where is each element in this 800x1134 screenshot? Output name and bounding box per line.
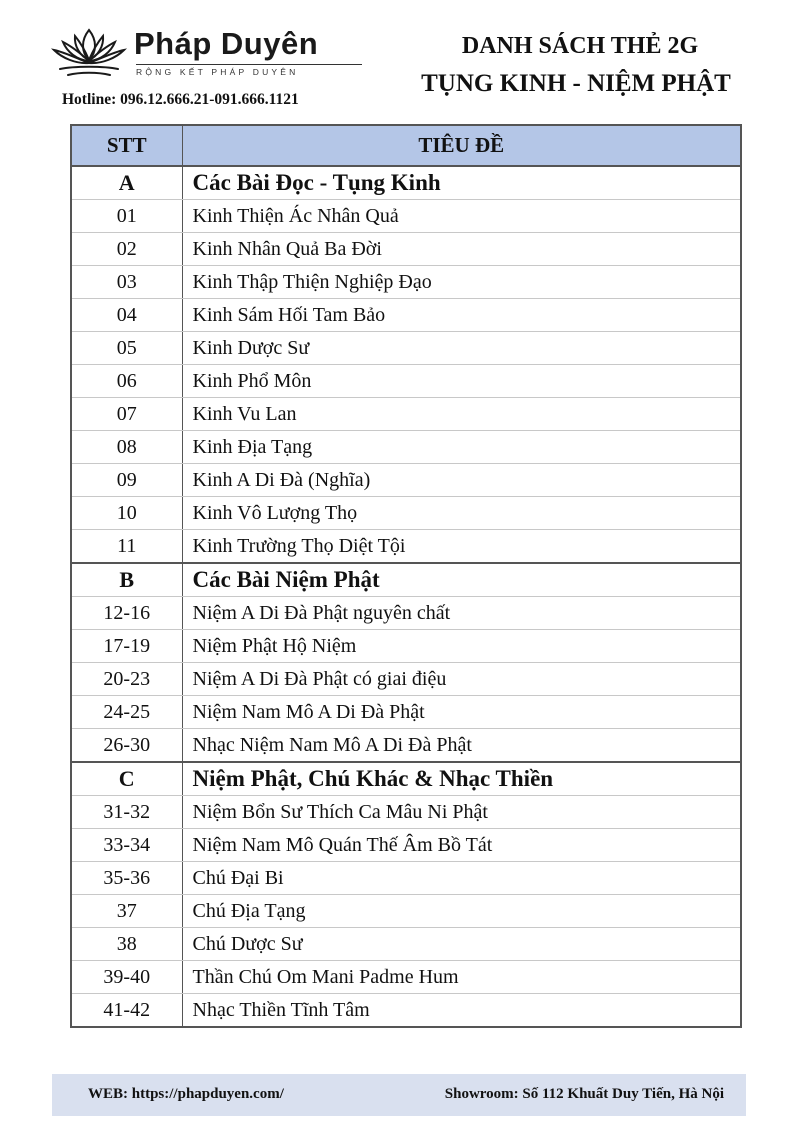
table-row bbox=[72, 796, 740, 829]
row-title: Chú Địa Tạng bbox=[182, 895, 740, 928]
table-row bbox=[72, 266, 740, 299]
table-row bbox=[72, 895, 740, 928]
row-title: Kinh Sám Hối Tam Bảo bbox=[182, 299, 740, 332]
row-stt: 07 bbox=[72, 398, 182, 431]
row-stt: 03 bbox=[72, 266, 182, 299]
table-row bbox=[72, 365, 740, 398]
row-title: Kinh Thập Thiện Nghiệp Đạo bbox=[182, 266, 740, 299]
row-title: Kinh Vô Lượng Thọ bbox=[182, 497, 740, 530]
row-stt: 11 bbox=[72, 530, 182, 564]
table-row bbox=[72, 332, 740, 365]
row-stt: 41-42 bbox=[72, 994, 182, 1027]
row-stt: 06 bbox=[72, 365, 182, 398]
page-title-line2: TỤNG KINH - NIỆM PHẬT bbox=[421, 70, 731, 97]
table-row bbox=[72, 862, 740, 895]
row-title: Kinh Phổ Môn bbox=[182, 365, 740, 398]
table-row bbox=[72, 630, 740, 663]
row-stt: 09 bbox=[72, 464, 182, 497]
row-stt: 08 bbox=[72, 431, 182, 464]
table-row bbox=[72, 928, 740, 961]
table-row bbox=[72, 994, 740, 1027]
section-name: Các Bài Niệm Phật bbox=[182, 563, 740, 597]
row-title: Niệm Bổn Sư Thích Ca Mâu Ni Phật bbox=[182, 796, 740, 829]
table-row bbox=[72, 464, 740, 497]
row-stt: 31-32 bbox=[72, 796, 182, 829]
row-stt: 10 bbox=[72, 497, 182, 530]
row-stt: 38 bbox=[72, 928, 182, 961]
table-row bbox=[72, 663, 740, 696]
row-title: Kinh Nhân Quả Ba Đời bbox=[182, 233, 740, 266]
section-row bbox=[72, 563, 740, 597]
website-text: WEB: https://phapduyen.com/ bbox=[88, 1086, 284, 1102]
section-name: Niệm Phật, Chú Khác & Nhạc Thiền bbox=[182, 762, 740, 796]
row-stt: 17-19 bbox=[72, 630, 182, 663]
table-row bbox=[72, 200, 740, 233]
page-title-line1: DANH SÁCH THẺ 2G bbox=[461, 33, 699, 59]
row-title: Niệm A Di Đà Phật có giai điệu bbox=[182, 663, 740, 696]
row-stt: 05 bbox=[72, 332, 182, 365]
showroom-address: Showroom: Số 112 Khuất Duy Tiến, Hà Nội bbox=[444, 1086, 724, 1102]
row-stt: 04 bbox=[72, 299, 182, 332]
section-code: B bbox=[72, 563, 182, 597]
section-row bbox=[72, 762, 740, 796]
row-stt: 20-23 bbox=[72, 663, 182, 696]
row-title: Kinh A Di Đà (Nghĩa) bbox=[182, 464, 740, 497]
table-row bbox=[72, 233, 740, 266]
list-table bbox=[70, 124, 742, 1028]
row-stt: 39-40 bbox=[72, 961, 182, 994]
column-header-stt: STT bbox=[72, 126, 182, 166]
table-row bbox=[72, 530, 740, 564]
hotline: Hotline: 096.12.666.21-091.666.1121 bbox=[62, 91, 299, 108]
row-title: Nhạc Thiền Tĩnh Tâm bbox=[192, 998, 370, 1021]
row-title: Kinh Vu Lan bbox=[182, 398, 740, 431]
column-header-title: TIÊU ĐỀ bbox=[182, 126, 740, 166]
table-row bbox=[72, 597, 740, 630]
table-row bbox=[72, 398, 740, 431]
brand-tagline: RỘNG KẾT PHÁP DUYÊN bbox=[136, 64, 362, 77]
table-row bbox=[72, 729, 740, 763]
row-title: Kinh Trường Thọ Diệt Tội bbox=[182, 530, 740, 564]
row-title: Niệm Nam Mô Quán Thế Âm Bồ Tát bbox=[182, 829, 740, 862]
row-stt: 33-34 bbox=[72, 829, 182, 862]
row-stt: 24-25 bbox=[72, 696, 182, 729]
table-row bbox=[72, 431, 740, 464]
row-title: Chú Dược Sư bbox=[182, 928, 740, 961]
footer-bar bbox=[52, 1074, 746, 1116]
table-row bbox=[72, 829, 740, 862]
brand-logo bbox=[50, 24, 380, 84]
row-title: Kinh Dược Sư bbox=[182, 332, 740, 365]
row-stt: 02 bbox=[72, 233, 182, 266]
row-title: Nhạc Niệm Nam Mô A Di Đà Phật bbox=[182, 729, 740, 763]
row-stt: 01 bbox=[72, 200, 182, 233]
brand-name: Pháp Duyên bbox=[134, 26, 319, 61]
row-title: Kinh Địa Tạng bbox=[182, 431, 740, 464]
row-stt: 12-16 bbox=[72, 597, 182, 630]
table-header bbox=[72, 126, 740, 166]
row-stt: 35-36 bbox=[72, 862, 182, 895]
table-row bbox=[72, 299, 740, 332]
section-name: Các Bài Đọc - Tụng Kinh bbox=[182, 166, 740, 200]
row-title: Niệm A Di Đà Phật nguyên chất bbox=[182, 597, 740, 630]
row-title: Niệm Phật Hộ Niệm bbox=[182, 630, 740, 663]
row-stt: 26-30 bbox=[72, 729, 182, 763]
table-row bbox=[72, 696, 740, 729]
row-stt: 37 bbox=[72, 895, 182, 928]
lotus-icon bbox=[50, 24, 128, 80]
row-title: Niệm Nam Mô A Di Đà Phật bbox=[182, 696, 740, 729]
section-code: A bbox=[72, 166, 182, 200]
section-row bbox=[72, 166, 740, 200]
row-title: Chú Đại Bi bbox=[182, 862, 740, 895]
table-row bbox=[72, 961, 740, 994]
table-row bbox=[72, 497, 740, 530]
row-title: Thần Chú Om Mani Padme Hum bbox=[182, 961, 740, 994]
section-code: C bbox=[72, 762, 182, 796]
row-title: Kinh Thiện Ác Nhân Quả bbox=[182, 200, 740, 233]
